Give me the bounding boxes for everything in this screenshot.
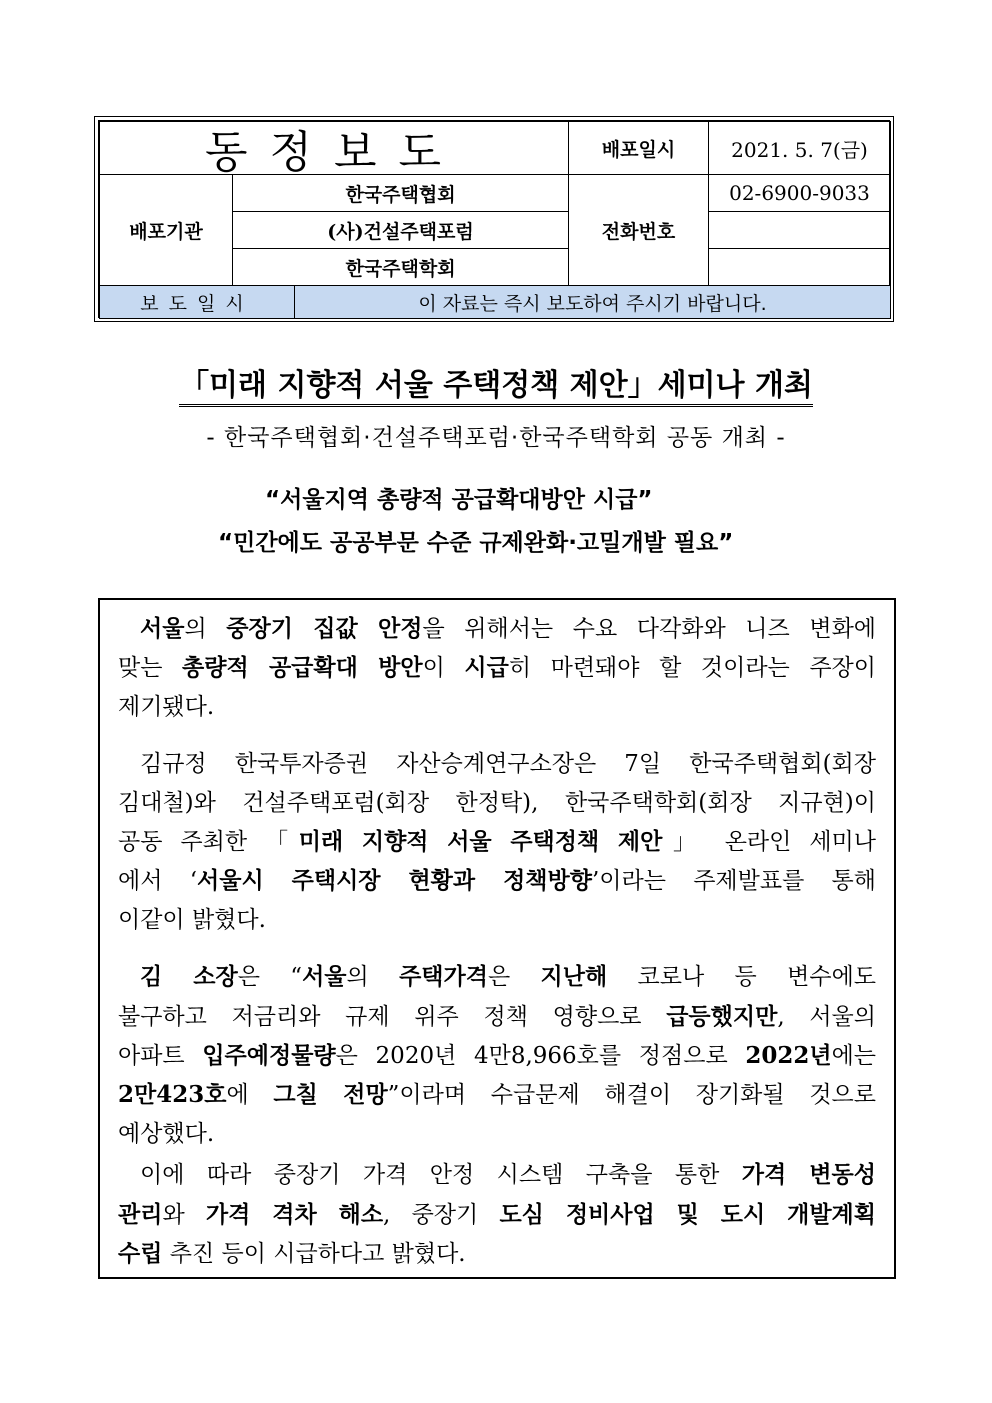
body-line [118,688,876,721]
body-text-bold: 중장기 집값 안정 [226,615,423,642]
body-text-bold: 서울 [140,615,185,642]
body-text: 불구하고 저금리와 규제 위주 정책 영향으로 [118,1004,667,1030]
body-text: 을 위해서는 수요 다각화와 니즈 변화에 [422,616,877,642]
body-text-bold: 관리 [118,1201,163,1228]
body-text: 김대철)와 건설주택포럼(회장 한정탁), 한국주택학회(회장 지규현)이 [118,790,876,816]
body-text-bold: 2022년 [745,1042,832,1069]
body-text: 이 [422,655,465,681]
body-line [118,1037,876,1070]
org-3: 한국주택학회 [232,248,569,286]
quote-1: “서울지역 총량적 공급확대방안 시급” [265,487,653,513]
body-text: 」 온라인 세미나 [662,829,876,855]
body-text-bold: 서울 [302,963,347,990]
body-text: 와 [162,1202,206,1228]
body-line [140,1156,876,1189]
body-box [98,598,896,1279]
org-label: 배포기관 [99,174,233,286]
body-line [118,998,876,1031]
body-line [118,1196,876,1229]
body-line [118,649,876,682]
body-text-bold: 가격 격차 해소 [205,1201,384,1228]
body-text: ’이라는 주제발표를 통해 [591,868,876,894]
doc-title: 동정보도 [99,121,569,175]
body-text: 예상했다. [118,1121,215,1147]
body-text: 에는 [831,1043,877,1069]
body-text: 은 [487,964,541,990]
body-text: 공동 주최한 「 [118,829,299,855]
report-label: 보도일시 [99,285,295,319]
body-line [140,958,876,991]
body-text: 에서 ‘ [118,868,198,894]
date-label: 배포일시 [568,121,709,175]
body-line [118,862,876,895]
body-text-bold: 수립 [118,1240,163,1267]
body-text: 이같이 밝혔다. [118,907,266,933]
body-text-bold: 시급 [464,654,509,681]
header-table-inner [98,120,890,318]
body-text: 의 [184,616,227,642]
body-line [140,610,876,643]
org-2: (사)건설주택포럼 [232,211,569,249]
body-text: 코로나 등 변수에도 [607,964,876,990]
date-value: 2021. 5. 7(금) [708,121,891,175]
body-text-bold: 그칠 전망 [273,1081,388,1108]
body-text-bold: 도심 정비사업 및 도시 개발계획 [499,1201,876,1228]
body-text: 추진 등이 시급하다고 밝혔다. [162,1241,466,1267]
body-line [118,1235,876,1268]
body-text-bold: 지난해 [540,963,608,990]
body-text-bold: 총량적 공급확대 방안 [182,654,423,681]
report-value: 이 자료는 즉시 보도하여 주시기 바랍니다. [294,285,891,319]
phone-blank-2 [708,248,891,286]
body-text: 아파트 [118,1043,203,1069]
body-text-bold: 가격 변동성 [741,1161,876,1188]
quote-2: “민간에도 공공부문 수준 규제완화·고밀개발 필요” [218,530,734,556]
body-line [118,901,876,934]
body-text-bold: 급등했지만 [666,1003,778,1030]
body-text: 제기됐다. [118,694,215,720]
headline-text: 「미래 지향적 서울 주택정책 제안」세미나 개최 [179,368,813,407]
body-line [118,1115,876,1148]
body-text: 은 2020년 4만8,966호를 정점으로 [335,1043,746,1069]
body-line [118,1076,876,1109]
body-text: , 중장기 [383,1202,500,1228]
body-text: ”이라며 수급문제 해결이 장기화될 것으로 [387,1082,876,1108]
body-text: 맞는 [118,655,183,681]
body-text: 은 “ [237,964,303,990]
org-1: 한국주택협회 [232,174,569,212]
body-text: 히 마련돼야 할 것이라는 주장이 [508,655,876,681]
headline [0,360,992,404]
header-table [94,116,894,322]
body-text: 의 [346,964,400,990]
body-text: 에 [226,1082,274,1108]
body-text-bold: 주택가격 [399,963,488,990]
body-text-bold: 서울시 주택시장 현황과 정책방향 [197,867,592,894]
body-line [118,823,876,856]
body-line [140,745,876,778]
body-line [118,784,876,817]
body-text-bold: 입주예정물량 [202,1042,336,1069]
body-text: 김규정 한국투자증권 자산승계연구소장은 7일 한국주택협회(회장 [140,751,876,777]
body-text-bold: 김 소장 [140,963,238,990]
body-text: , 서울의 [777,1004,876,1030]
body-text: 이에 따라 중장기 가격 안정 시스템 구축을 통한 [140,1162,742,1188]
body-text-bold: 미래 지향적 서울 주택정책 제안 [298,828,663,855]
subheadline: - 한국주택협회·건설주택포럼·한국주택학회 공동 개최 - [206,425,786,451]
body-text-bold: 2만423호 [118,1081,227,1108]
phone-value: 02-6900-9033 [708,174,891,212]
phone-label: 전화번호 [568,174,709,286]
phone-blank-1 [708,211,891,249]
